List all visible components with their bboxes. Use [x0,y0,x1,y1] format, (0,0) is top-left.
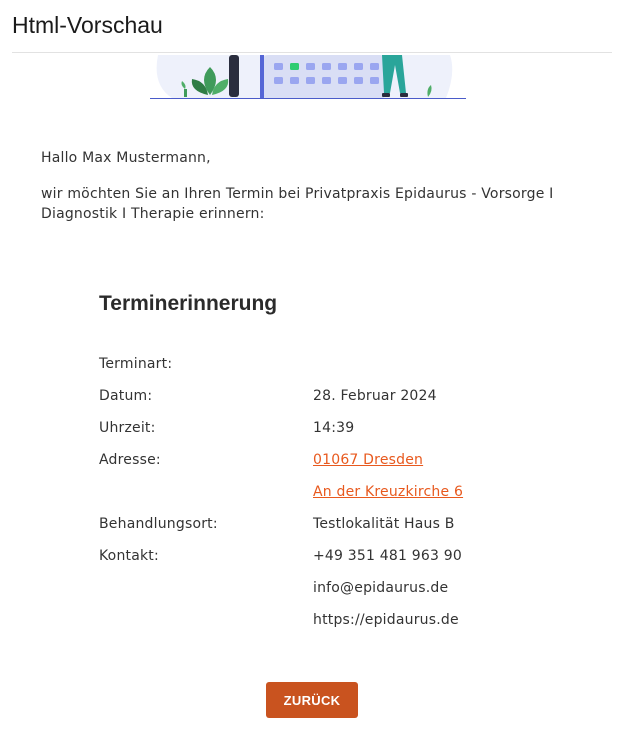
contact-label: Kontakt: [99,548,159,564]
header-divider [12,52,612,53]
appointment-type-label: Terminart: [99,356,173,372]
greeting-text: Hallo Max Mustermann, [41,150,211,166]
time-label: Uhrzeit: [99,420,156,436]
detail-row-date [99,380,519,412]
location-value: Testlokalität Haus B [313,516,455,532]
address-city-link[interactable]: 01067 Dresden [313,452,424,468]
page-title: Html-Vorschau [12,12,163,38]
calendar-illustration [150,55,466,100]
time-value: 14:39 [313,420,355,436]
detail-row-location [99,508,519,540]
contact-website: https://epidaurus.de [313,612,459,628]
address-street-link[interactable]: An der Kreuzkirche 6 [313,484,464,500]
intro-text: wir möchten Sie an Ihren Termin bei Privatpraxis Epidaurus - Vorsorge I Diagnostik I Therapie erinnern: [41,186,554,222]
location-label: Behandlungsort: [99,516,218,532]
contact-phone: +49 351 481 963 90 [313,548,462,564]
date-label: Datum: [99,388,153,404]
detail-row-type [99,348,519,380]
address-label: Adresse: [99,452,161,468]
appointment-type-value [313,348,519,380]
detail-row-contact [99,540,519,636]
appointment-details [99,348,519,636]
back-button[interactable]: ZURÜCK [266,682,358,718]
detail-row-address [99,444,519,508]
contact-email: info@epidaurus.de [313,580,449,596]
reminder-title: Terminerinnerung [99,292,278,315]
detail-row-time [99,412,519,444]
date-value: 28. Februar 2024 [313,388,437,404]
